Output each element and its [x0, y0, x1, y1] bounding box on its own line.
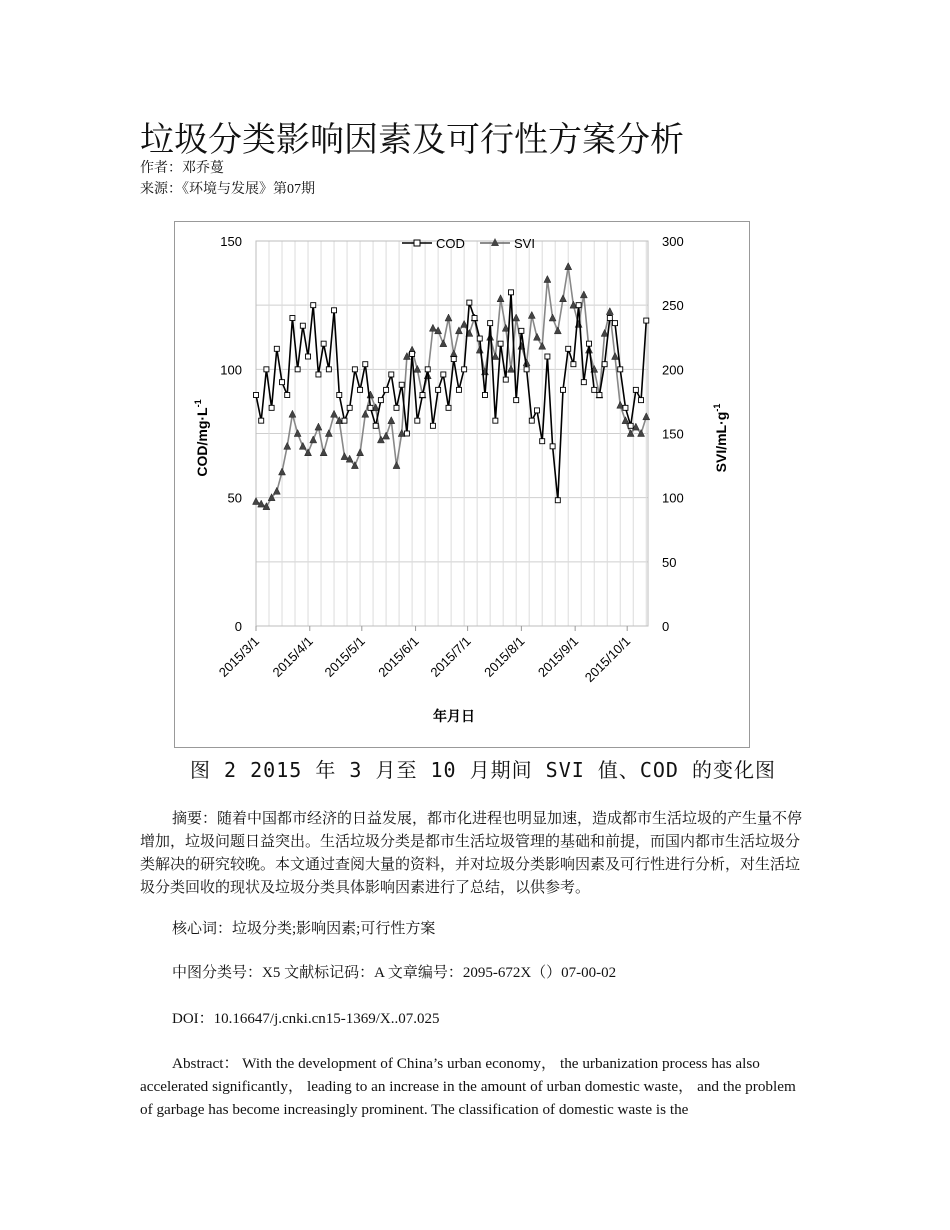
article-source: 来源：《环境与发展》第07期: [140, 182, 315, 197]
y2-tick-label: 100: [662, 490, 684, 506]
abstract-chinese: 摘要：随着中国都市经济的日益发展，都市化进程也明显加速，造成都市生活垃圾的产生量不停增加，垃圾问题日益突出。生活垃圾分类是都市生活垃圾管理的基础和前提，而国内都市生活垃圾分类解决的研究较晚。本文通过查阅大量的资料，并对垃圾分类影响因素及可行性进行分析，对生活垃圾分类回收的现状及垃圾分类具体影响因素进行了总结，以供参考。: [140, 811, 803, 896]
cod-data-point: [618, 367, 623, 372]
figure-chart: [174, 221, 750, 748]
cod-data-point: [384, 387, 389, 392]
x-tick-label: 2015/9/1: [534, 633, 582, 680]
cod-data-point: [592, 387, 597, 392]
cod-data-point: [508, 290, 513, 295]
cod-data-point: [587, 341, 592, 346]
cod-data-point: [519, 328, 524, 333]
cod-data-point: [363, 362, 368, 367]
y-tick-label: 100: [220, 362, 242, 378]
cod-data-point: [550, 444, 555, 449]
cod-data-point: [347, 405, 352, 410]
y-tick-label: 150: [220, 234, 242, 249]
cod-data-point: [639, 398, 644, 403]
x-tick-label: 2015/8/1: [481, 633, 528, 680]
cod-data-point: [581, 380, 586, 385]
cod-data-point: [498, 341, 503, 346]
chart-svg: [174, 221, 750, 748]
figure-caption: 图 2 2015 年 3 月至 10 月期间 SVI 值、COD 的变化图: [190, 758, 776, 782]
cod-data-point: [290, 316, 295, 321]
y2-tick-label: 50: [662, 554, 677, 570]
cod-data-point: [534, 408, 539, 413]
x-tick-label: 2015/3/1: [215, 633, 263, 680]
cod-data-point: [321, 341, 326, 346]
cod-data-point: [644, 318, 649, 323]
cod-data-point: [332, 308, 337, 313]
cod-data-point: [254, 393, 259, 398]
cod-data-point: [613, 321, 618, 326]
cod-data-point: [420, 393, 425, 398]
cod-data-point: [477, 336, 482, 341]
article-author: 作者：邓乔蔓: [140, 161, 224, 176]
cod-data-point: [389, 372, 394, 377]
abstract-english: Abstract： With the development of China’s urban economy， the urbanization process has also accelerated significantly， leading to an increase in the amount of urban domestic waste， and the problem of garbage has become increasingly prominent. The classification of domestic waste is the: [140, 1055, 796, 1118]
y2-tick-label: 300: [662, 234, 684, 249]
cod-data-point: [597, 393, 602, 398]
legend-svi-label: SVI: [514, 236, 535, 251]
cod-data-point: [467, 300, 472, 305]
x-tick-label: 2015/5/1: [321, 633, 368, 680]
cod-data-point: [280, 380, 285, 385]
cod-data-point: [264, 367, 269, 372]
x-tick-label: 2015/6/1: [375, 633, 422, 680]
cod-data-point: [311, 303, 316, 308]
cod-data-point: [352, 367, 357, 372]
cod-data-point: [269, 405, 274, 410]
y2-axis-label: SVI/$mL\cdot g^{-1}$: [712, 403, 729, 473]
cod-data-point: [342, 418, 347, 423]
legend-cod-label: COD: [436, 236, 465, 251]
cod-data-point: [399, 382, 404, 387]
cod-data-point: [503, 377, 508, 382]
cod-data-point: [456, 387, 461, 392]
cod-data-point: [326, 367, 331, 372]
cod-data-point: [430, 423, 435, 428]
cod-data-point: [446, 405, 451, 410]
cod-data-point: [493, 418, 498, 423]
cod-data-point: [514, 398, 519, 403]
y-tick-label: 50: [227, 490, 242, 506]
cod-data-point: [524, 367, 529, 372]
classification-numbers: 中图分类号：X5 文献标记码：A 文章编号：2095-672X（）07-00-02: [172, 965, 617, 981]
x-tick-label: 2015/10/1: [581, 633, 634, 686]
cod-data-point: [488, 321, 493, 326]
article-title: 垃圾分类影响因素及可行性方案分析: [140, 122, 684, 159]
cod-data-point: [316, 372, 321, 377]
cod-data-point: [441, 372, 446, 377]
cod-data-point: [462, 367, 467, 372]
cod-data-point: [545, 354, 550, 359]
cod-data-point: [306, 354, 311, 359]
legend-cod-marker: [414, 240, 420, 246]
cod-data-point: [482, 393, 487, 398]
cod-data-point: [561, 387, 566, 392]
cod-data-point: [540, 439, 545, 444]
y-tick-label: 0: [234, 619, 242, 634]
cod-data-point: [300, 323, 305, 328]
doi: DOI：10.16647/j.cnki.cn15-1369/X..07.025: [172, 1011, 440, 1027]
cod-data-point: [404, 431, 409, 436]
cod-data-point: [373, 423, 378, 428]
y2-tick-label: 200: [662, 362, 684, 378]
cod-data-point: [529, 418, 534, 423]
cod-data-point: [285, 393, 290, 398]
cod-data-point: [425, 367, 430, 372]
cod-data-point: [295, 367, 300, 372]
cod-data-point: [451, 357, 456, 362]
cod-data-point: [555, 498, 560, 503]
y2-tick-label: 0: [662, 619, 670, 634]
cod-data-point: [436, 387, 441, 392]
cod-data-point: [566, 346, 571, 351]
cod-data-point: [628, 423, 633, 428]
y-axis-label: COD/$mg\cdot L^{-1}$: [193, 399, 210, 477]
x-tick-label: 2015/7/1: [427, 633, 474, 680]
y2-tick-label: 150: [662, 426, 684, 442]
cod-data-point: [368, 405, 373, 410]
cod-data-point: [274, 346, 279, 351]
x-tick-label: 2015/4/1: [269, 633, 316, 680]
cod-data-point: [259, 418, 264, 423]
cod-data-point: [623, 405, 628, 410]
cod-data-point: [602, 362, 607, 367]
cod-data-point: [607, 316, 612, 321]
cod-data-point: [472, 316, 477, 321]
cod-data-point: [576, 303, 581, 308]
y2-tick-label: 250: [662, 298, 684, 314]
x-axis-label: 年月日: [433, 708, 475, 724]
cod-data-point: [337, 393, 342, 398]
cod-data-point: [378, 398, 383, 403]
cod-data-point: [415, 418, 420, 423]
cod-data-point: [633, 387, 638, 392]
keywords: 核心词：垃圾分类;影响因素;可行性方案: [172, 921, 436, 937]
cod-data-point: [571, 362, 576, 367]
cod-data-point: [358, 387, 363, 392]
cod-data-point: [394, 405, 399, 410]
cod-data-point: [410, 351, 415, 356]
